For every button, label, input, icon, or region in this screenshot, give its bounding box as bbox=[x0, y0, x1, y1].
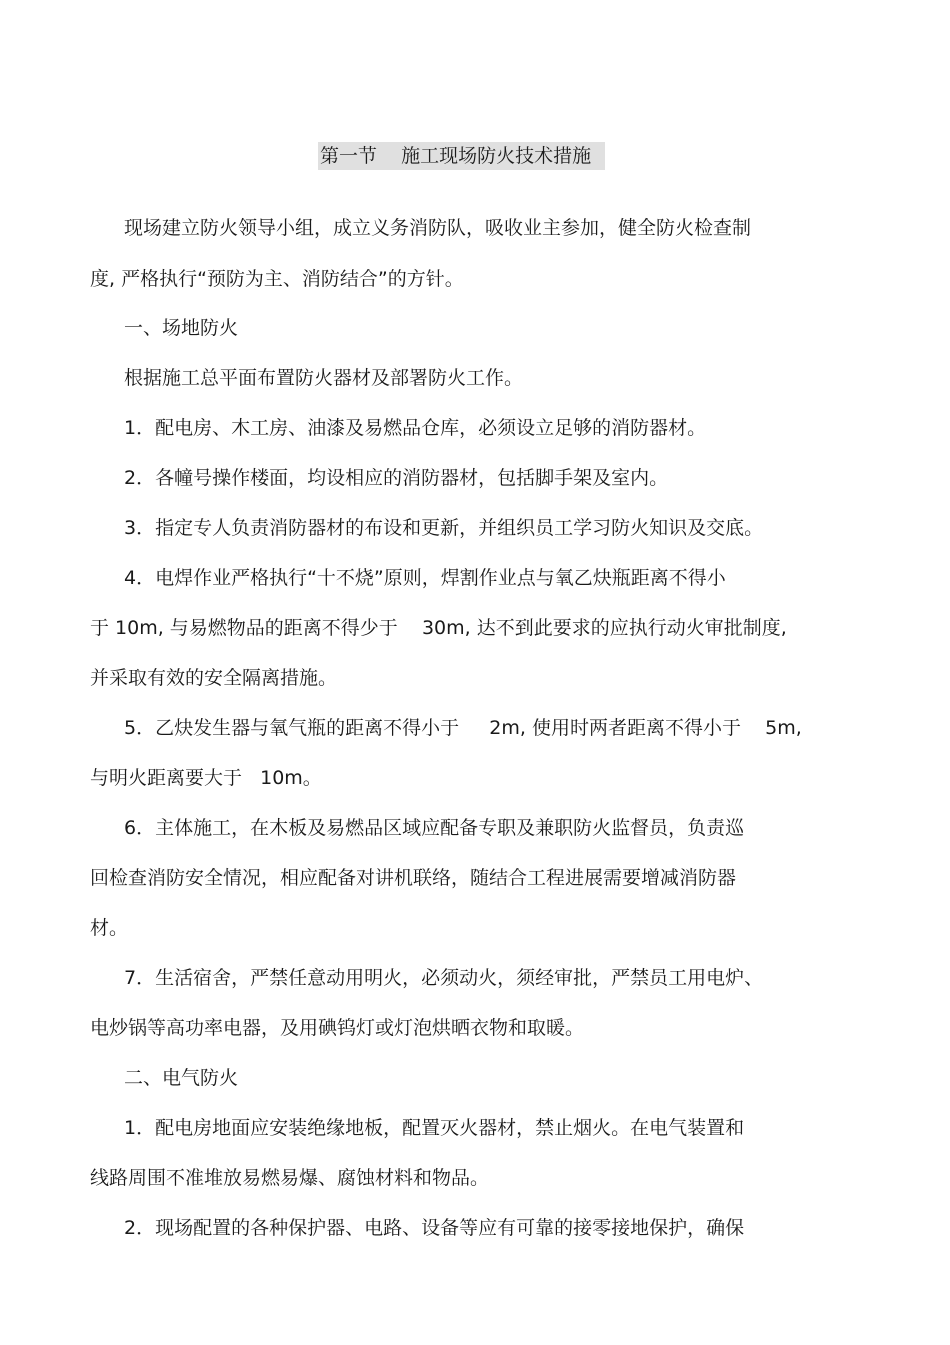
text-line: 线路周围不准堆放易燃易爆、腐蚀材料和物品。 bbox=[90, 1167, 490, 1189]
text-line: 材。 bbox=[90, 917, 129, 939]
text-line: 1．配电房地面应安装绝缘地板，配置灭火器材，禁止烟火。在电气装置和 bbox=[124, 1117, 745, 1139]
section-title: 第一节 施工现场防火技术措施 bbox=[318, 142, 605, 170]
text-line: 4．电焊作业严格执行“十不烧”原则，焊割作业点与氧乙炔瓶距离不得小 bbox=[124, 567, 726, 589]
text-line: 根据施工总平面布置防火器材及部署防火工作。 bbox=[124, 367, 524, 389]
text-line: 1．配电房、木工房、油漆及易燃品仓库，必须设立足够的消防器材。 bbox=[124, 417, 707, 439]
text-line: 6．主体施工，在木板及易燃品区域应配备专职及兼职防火监督员，负责巡 bbox=[124, 817, 745, 839]
text-line: 与明火距离要大于 10m。 bbox=[90, 767, 322, 789]
text-line: 2．各幢号操作楼面，均设相应的消防器材，包括脚手架及室内。 bbox=[124, 467, 669, 489]
text-line: 2．现场配置的各种保护器、电路、设备等应有可靠的接零接地保护，确保 bbox=[124, 1217, 745, 1239]
text-line: 二、电气防火 bbox=[124, 1067, 239, 1089]
text-line: 回检查消防安全情况，相应配备对讲机联络，随结合工程进展需要增减消防器 bbox=[90, 867, 737, 889]
text-line: 并采取有效的安全隔离措施。 bbox=[90, 667, 338, 689]
text-line: 电炒锅等高功率电器，及用碘钨灯或灯泡烘晒衣物和取暖。 bbox=[90, 1017, 585, 1039]
text-line: 度, 严格执行“预防为主、消防结合”的方针。 bbox=[90, 268, 464, 290]
text-line: 现场建立防火领导小组，成立义务消防队，吸收业主参加，健全防火检查制 bbox=[124, 217, 752, 239]
text-line: 于 10m, 与易燃物品的距离不得少于 30m, 达不到此要求的应执行动火审批制度, bbox=[90, 617, 787, 639]
text-line: 5．乙炔发生器与氧气瓶的距离不得小于 2m, 使用时两者距离不得小于 5m, bbox=[124, 717, 802, 739]
text-line: 一、场地防火 bbox=[124, 317, 239, 339]
text-line: 3．指定专人负责消防器材的布设和更新，并组织员工学习防火知识及交底。 bbox=[124, 517, 764, 539]
text-line: 7．生活宿舍，严禁任意动用明火，必须动火，须经审批，严禁员工用电炉、 bbox=[124, 967, 764, 989]
